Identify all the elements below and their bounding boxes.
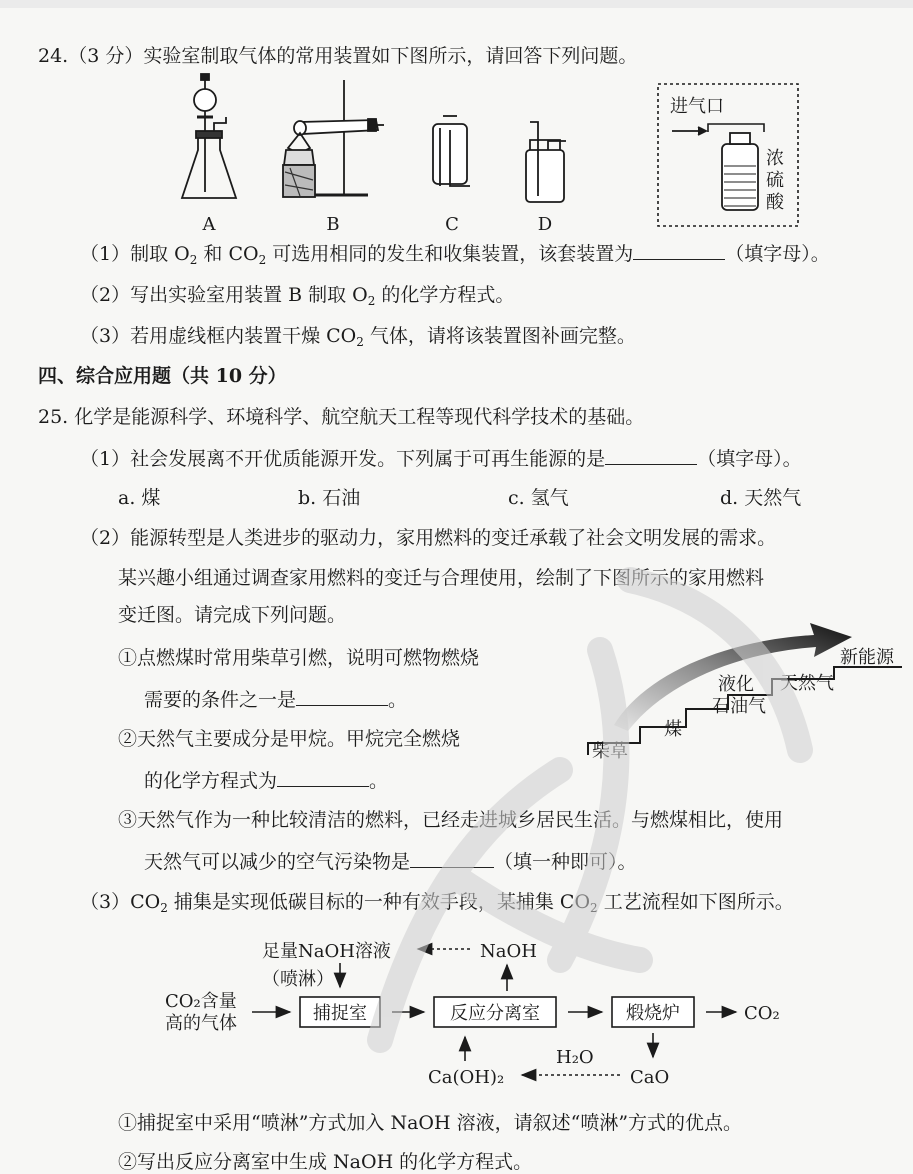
- cao-label: CaO: [630, 1067, 670, 1088]
- apparatus-a-icon: [182, 74, 236, 198]
- answer-blank[interactable]: [605, 446, 697, 465]
- h2o-label: H₂O: [556, 1047, 594, 1068]
- capture-chamber-label: 捕捉室: [313, 1003, 367, 1024]
- apparatus-label-d: D: [537, 214, 553, 235]
- q25-stem: 25. 化学是能源科学、环境科学、航空航天工程等现代科学技术的基础。: [38, 406, 645, 428]
- q24-stem: 24.（3 分）实验室制取气体的常用装置如下图所示，请回答下列问题。: [38, 45, 638, 67]
- option-a: a. 煤: [118, 487, 161, 509]
- sub2-line2: 的化学方程式为 。: [144, 770, 389, 792]
- sub2-line1: ②天然气主要成分是甲烷。甲烷完全燃烧: [118, 728, 461, 750]
- q24-part1: （1）制取 $O_2$ 和 $CO_2$ 可选用相同的发生和收集装置，该套装置为 （填字母）。: [80, 243, 830, 267]
- q25-3-sub1: ①捕捉室中采用“喷淋”方式加入 NaOH 溶液，请叙述“喷淋”方式的优点。: [118, 1112, 743, 1134]
- answer-blank[interactable]: [296, 687, 388, 706]
- q25-part2-line3: 变迁图。请完成下列问题。: [118, 604, 347, 626]
- apparatus-label-b: B: [326, 214, 340, 235]
- apparatus-c-icon: [433, 116, 470, 186]
- sub1-line1: ①点燃煤时常用柴草引燃，说明可燃物燃烧: [118, 647, 480, 669]
- step-chaicao: 柴草: [592, 741, 628, 762]
- q25-part2-line1: （2）能源转型是人类进步的驱动力，家用燃料的变迁承载了社会文明发展的需求。: [80, 527, 777, 549]
- calciner-label: 煅烧炉: [626, 1003, 680, 1024]
- q25-part2-line2: 某兴趣小组通过调查家用燃料的变迁与合理使用，绘制了下图所示的家用燃料: [118, 567, 765, 589]
- apparatus-b-icon: [283, 80, 384, 197]
- option-b: b. 石油: [298, 487, 361, 509]
- caoh2-label: Ca(OH)₂: [428, 1067, 505, 1088]
- fuel-transition-figure: [584, 615, 913, 762]
- section-4-heading: 四、综合应用题（共 10 分）: [38, 365, 287, 387]
- q24-part3: （3）若用虚线框内装置干燥 $CO_2$ 气体，请将该装置图补画完整。: [80, 325, 636, 349]
- feed-gas-line1: CO₂含量: [165, 991, 237, 1012]
- acid-label-2: 硫: [766, 170, 784, 191]
- acid-label-1: 浓: [766, 148, 784, 169]
- answer-blank[interactable]: [633, 241, 725, 260]
- step-new-energy: 新能源: [840, 647, 894, 668]
- apparatus-label-c: C: [445, 214, 459, 235]
- naoh-label: NaOH: [480, 941, 537, 962]
- sub1-line2: 需要的条件之一是 。: [144, 689, 408, 711]
- option-c: c. 氢气: [508, 487, 569, 509]
- q25-part1: （1）社会发展离不开优质能源开发。下列属于可再生能源的是 （填字母）。: [80, 448, 802, 470]
- q25-3-sub2: ②写出反应分离室中生成 NaOH 的化学方程式。: [118, 1151, 533, 1173]
- q24-apparatus-figure: [0, 0, 913, 260]
- q25-part3: $(3)CO_2$ 捕集是实现低碳目标的一种有效手段，某捕集 $CO_2$ 工艺流程如下图所示。: [80, 891, 794, 915]
- acid-label-3: 酸: [766, 192, 784, 213]
- step-coal: 煤: [664, 719, 682, 740]
- apparatus-d-icon: [526, 122, 566, 202]
- feed-gas-line2: 高的气体: [165, 1013, 237, 1034]
- reaction-separation-label: 反应分离室: [450, 1003, 540, 1024]
- answer-blank[interactable]: [277, 768, 369, 787]
- sub3-line1: ③天然气作为一种比较清洁的燃料，已经走进城乡居民生活。与燃煤相比，使用: [118, 809, 784, 831]
- spray-label: （喷淋）: [262, 969, 334, 990]
- inlet-label: 进气口: [670, 96, 724, 117]
- sub3-line2: 天然气可以减少的空气污染物是 （填一种即可）。: [144, 851, 637, 873]
- q24-part2: （2）写出实验室用装置 B 制取 $O_2$ 的化学方程式。: [80, 284, 515, 308]
- apparatus-label-a: A: [202, 214, 216, 235]
- step-lpg-line1: 液化: [718, 674, 754, 695]
- naoh-solution-label: 足量NaOH溶液: [262, 941, 391, 962]
- option-d: d. 天然气: [720, 487, 802, 509]
- co2-capture-flow-diagram: [0, 925, 913, 1088]
- co2-out-label: CO₂: [744, 1003, 780, 1024]
- step-natural-gas: 天然气: [780, 673, 834, 694]
- answer-blank[interactable]: [410, 849, 494, 868]
- step-lpg-line2: 石油气: [712, 696, 766, 717]
